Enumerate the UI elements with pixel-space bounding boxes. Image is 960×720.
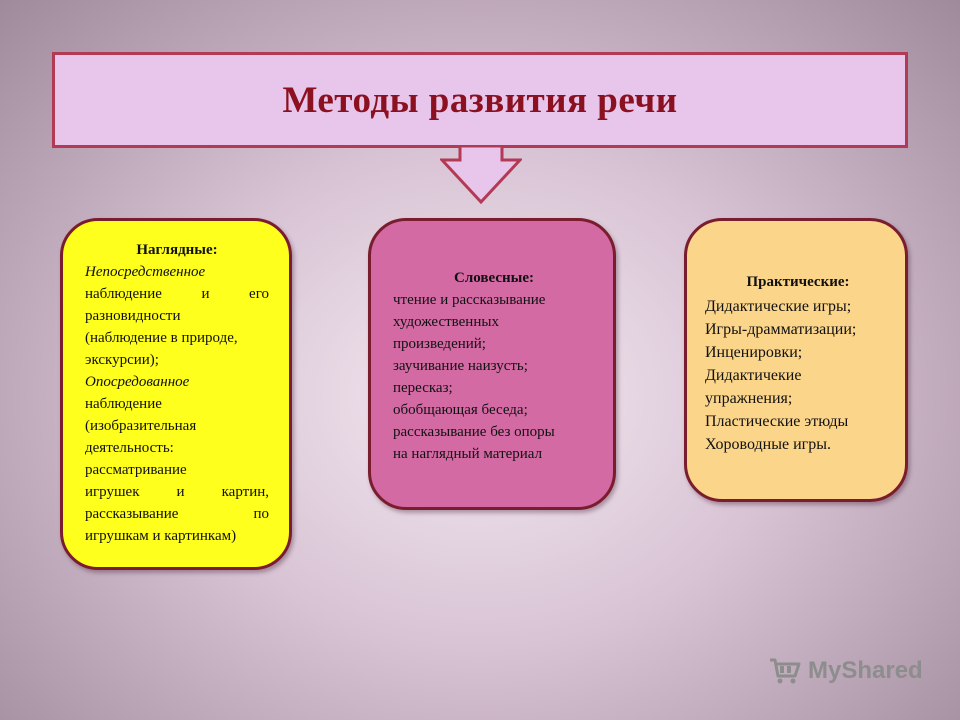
visual-method-line: рассматривание xyxy=(85,462,187,478)
practical-method-line: Инценировки; xyxy=(705,344,803,361)
visual-method-line: (наблюдение в природе, xyxy=(85,330,238,346)
cart-icon xyxy=(768,656,802,686)
verbal-method-line: рассказывание без опоры xyxy=(393,424,555,440)
practical-method-line: Пластические этюды xyxy=(705,413,849,430)
visual-methods-heading: Наглядные: xyxy=(136,242,218,258)
visual-method-line: наблюдение xyxy=(85,396,162,412)
verbal-methods-card xyxy=(368,218,616,510)
practical-methods-list xyxy=(705,295,891,456)
verbal-method-line: художественных xyxy=(393,314,499,330)
verbal-method-line: заучивание наизусть; xyxy=(393,358,528,374)
visual-method-line: игрушек и картин, xyxy=(85,484,269,500)
verbal-method-line: чтение и рассказывание xyxy=(393,292,546,308)
practical-method-line: упражнения; xyxy=(705,390,793,407)
verbal-method-line: пересказ; xyxy=(393,380,453,396)
title-box xyxy=(52,52,908,148)
diagram-title: Методы развития речи xyxy=(282,79,678,121)
practical-methods-card xyxy=(684,218,908,502)
visual-methods-card xyxy=(60,218,292,570)
watermark xyxy=(768,656,923,686)
visual-methods-list xyxy=(85,261,269,547)
visual-method-line: игрушкам и картинкам) xyxy=(85,528,237,544)
practical-method-line: Хороводные игры. xyxy=(705,436,831,453)
verbal-method-line: произведений; xyxy=(393,336,486,352)
visual-method-line: (изобразительная xyxy=(85,418,197,434)
visual-method-line: Опосредованное xyxy=(85,374,190,390)
down-arrow-icon xyxy=(440,146,522,204)
visual-method-line: разновидности xyxy=(85,308,181,324)
verbal-method-line: на наглядный материал xyxy=(393,446,543,462)
practical-method-line: Игры-драмматизации; xyxy=(705,321,857,338)
visual-method-line: деятельность: xyxy=(85,440,174,456)
practical-method-line: Дидактические игры; xyxy=(705,298,852,315)
watermark-text: MyShared xyxy=(808,657,923,684)
visual-method-line: экскурсии); xyxy=(85,352,159,368)
verbal-method-line: обобщающая беседа; xyxy=(393,402,528,418)
practical-method-line: Дидактичекие xyxy=(705,367,802,384)
practical-methods-heading: Практические: xyxy=(746,274,850,290)
verbal-methods-heading: Словесные: xyxy=(454,270,534,286)
visual-method-line: наблюдение и его xyxy=(85,286,269,302)
visual-method-line: рассказывание по xyxy=(85,506,269,522)
verbal-methods-list xyxy=(393,289,595,465)
visual-method-line: Непосредственное xyxy=(85,264,206,280)
